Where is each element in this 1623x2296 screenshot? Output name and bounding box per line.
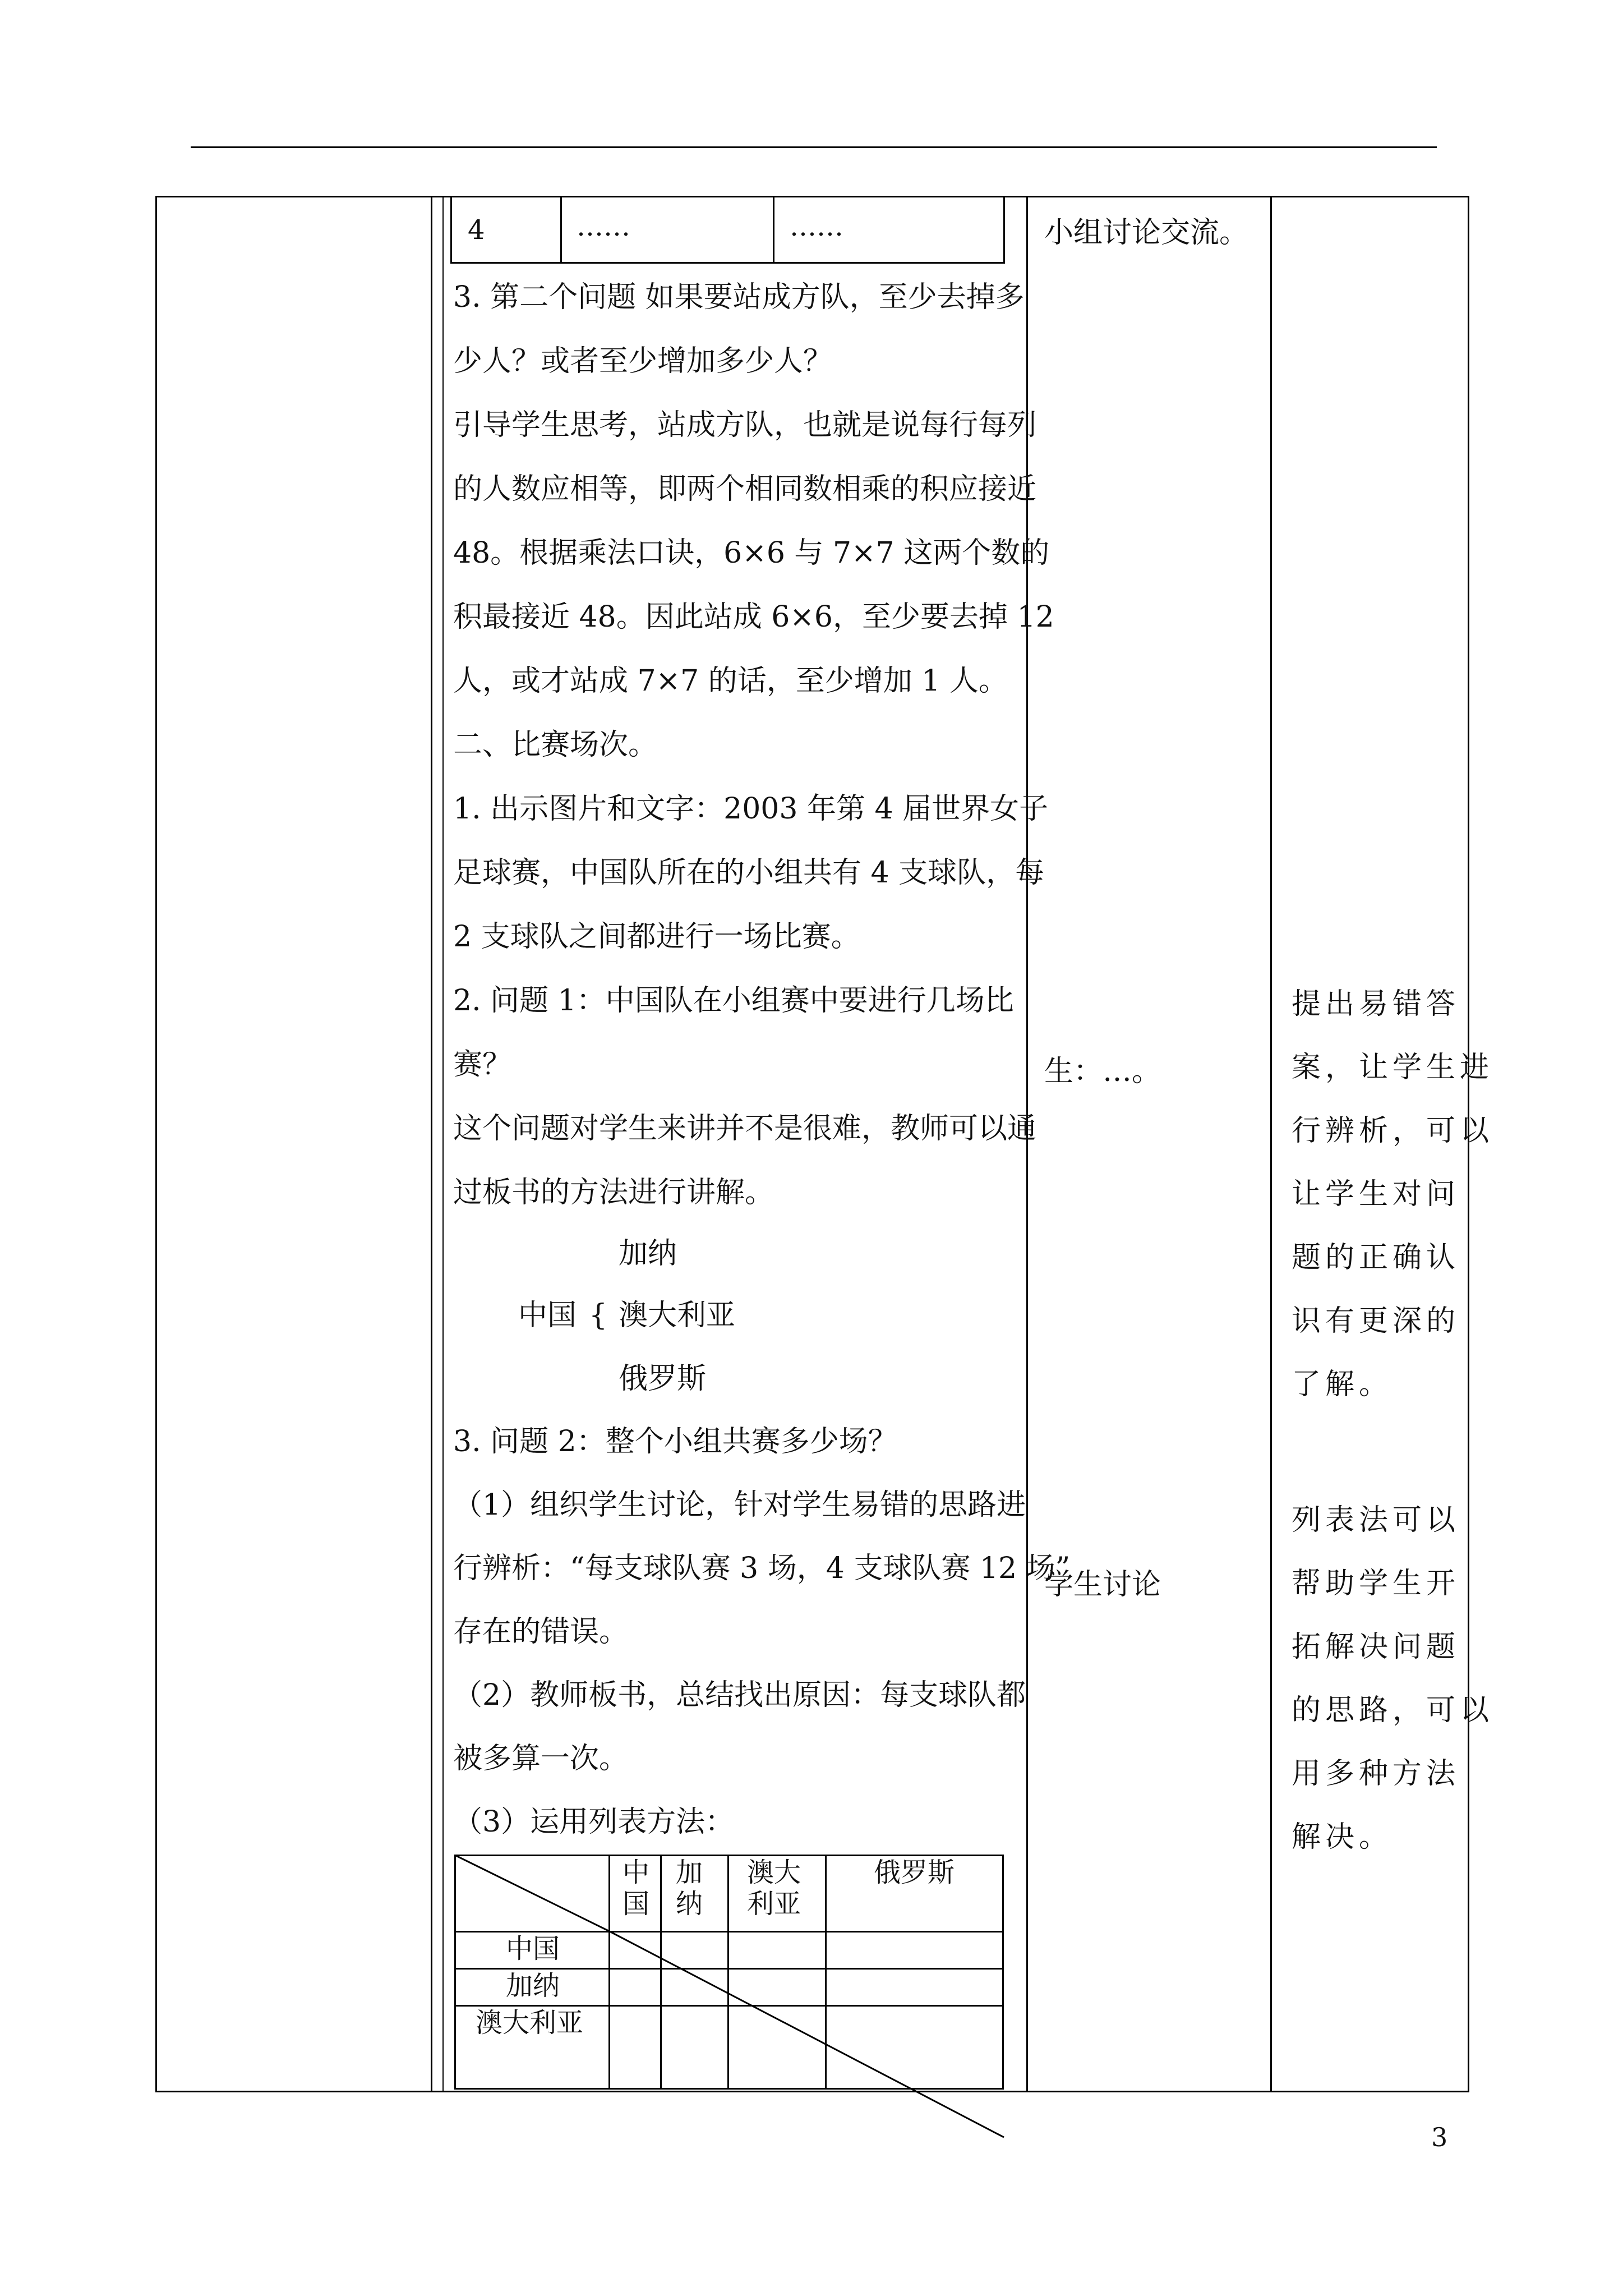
table-left-border	[155, 196, 157, 2092]
process-line: 积最接近 48。因此站成 6×6，至少要去掉 12	[453, 600, 1054, 634]
intent-line: 让学生对问	[1292, 1177, 1460, 1211]
top-table-cell: ……	[790, 211, 843, 242]
intent-line: 行辨析，可以	[1292, 1114, 1494, 1148]
col-divider-1b	[442, 196, 444, 2092]
process-line: 3. 问题 2：整个小组共赛多少场？	[453, 1425, 897, 1458]
process-line: （1）组织学生讨论，针对学生易错的思路进	[453, 1488, 1026, 1522]
col-header-russia: 俄罗斯	[874, 1857, 955, 1888]
row-header-ghana: 加纳	[506, 1970, 560, 2001]
process-line: （2）教师板书，总结找出原因：每支球队都	[453, 1678, 1026, 1712]
diagram-center-china: 中国	[518, 1299, 577, 1332]
col-header-line: 澳大	[747, 1857, 801, 1888]
intent-line: 提出易错答	[1292, 987, 1460, 1021]
intent-line: 案，让学生进	[1292, 1051, 1494, 1084]
top-table-divider	[773, 197, 774, 262]
process-line: 少人？或者至少增加多少人？	[453, 344, 833, 378]
diagram-team-australia: 澳大利亚	[619, 1299, 736, 1332]
top-table-cell: ……	[577, 211, 630, 242]
process-line: 48。根据乘法口诀，6×6 与 7×7 这两个数的	[453, 536, 1050, 570]
top-table-cell: 4	[468, 214, 485, 246]
cross-diagonal	[608, 1931, 1004, 2137]
student-note-discussion: 小组讨论交流。	[1044, 216, 1249, 250]
process-line: 人，或才站成 7×7 的话，至少增加 1 人。	[453, 664, 1008, 698]
col-header-line: 利亚	[747, 1888, 801, 1920]
process-line: 引导学生思考，站成方队，也就是说每行每列	[453, 408, 1037, 442]
process-line: 2. 问题 1：中国队在小组赛中要进行几场比	[453, 984, 1014, 1018]
process-line: 过板书的方法进行讲解。	[453, 1176, 774, 1209]
process-line: 2 支球队之间都进行一场比赛。	[453, 920, 860, 954]
col-header-line: 中	[623, 1857, 650, 1888]
header-rule	[191, 146, 1437, 148]
process-line: 1. 出示图片和文字：2003 年第 4 届世界女子	[453, 792, 1049, 826]
intent-line: 列表法可以	[1292, 1503, 1460, 1537]
row-header-china: 中国	[506, 1933, 560, 1964]
intent-line: 的思路，可以	[1292, 1694, 1494, 1727]
process-line: 3. 第二个问题 如果要站成方队，至少去掉多	[453, 280, 1025, 314]
process-line: （3）运用列表方法：	[453, 1805, 735, 1839]
process-line: 的人数应相等，即两个相同数相乘的积应接近	[453, 472, 1037, 506]
top-table-divider	[560, 197, 562, 262]
process-line: 行辨析：“每支球队赛 3 场，4 支球队赛 12 场”	[453, 1552, 1071, 1585]
list-table-diagonals	[449, 1851, 1009, 2143]
intent-line: 帮助学生开	[1292, 1567, 1460, 1600]
top-table-row	[450, 197, 1005, 264]
intent-line: 识有更深的	[1292, 1304, 1460, 1338]
process-line: 存在的错误。	[453, 1615, 629, 1649]
col-divider-1	[431, 196, 432, 2092]
process-line: 被多算一次。	[453, 1742, 629, 1775]
intent-line: 题的正确认	[1292, 1241, 1460, 1274]
col-header-line: 纳	[676, 1888, 703, 1920]
student-note-discussion-2: 学生讨论	[1044, 1568, 1161, 1602]
intent-line: 解决。	[1292, 1820, 1393, 1854]
diagram-team-russia: 俄罗斯	[619, 1362, 707, 1396]
header-diagonal	[456, 1856, 608, 1931]
intent-line: 拓解决问题	[1292, 1630, 1460, 1664]
col-header-line: 国	[623, 1888, 650, 1920]
page-number: 3	[1431, 2122, 1448, 2152]
col-header-line: 加	[676, 1857, 703, 1888]
row-header-australia: 澳大利亚	[476, 2007, 584, 2039]
intent-line: 用多种方法	[1292, 1757, 1460, 1791]
student-note-answer: 生：…。	[1044, 1055, 1161, 1088]
diagram-team-ghana: 加纳	[619, 1237, 677, 1271]
col-divider-3	[1270, 196, 1272, 2092]
diagram-brace: {	[589, 1299, 608, 1332]
process-line: 这个问题对学生来讲并不是很难，教师可以通	[453, 1112, 1037, 1145]
intent-line: 了解。	[1292, 1368, 1393, 1401]
process-line: 二、比赛场次。	[453, 728, 658, 762]
process-line: 足球赛，中国队所在的小组共有 4 支球队，每	[453, 856, 1045, 890]
process-line: 赛？	[453, 1048, 512, 1082]
